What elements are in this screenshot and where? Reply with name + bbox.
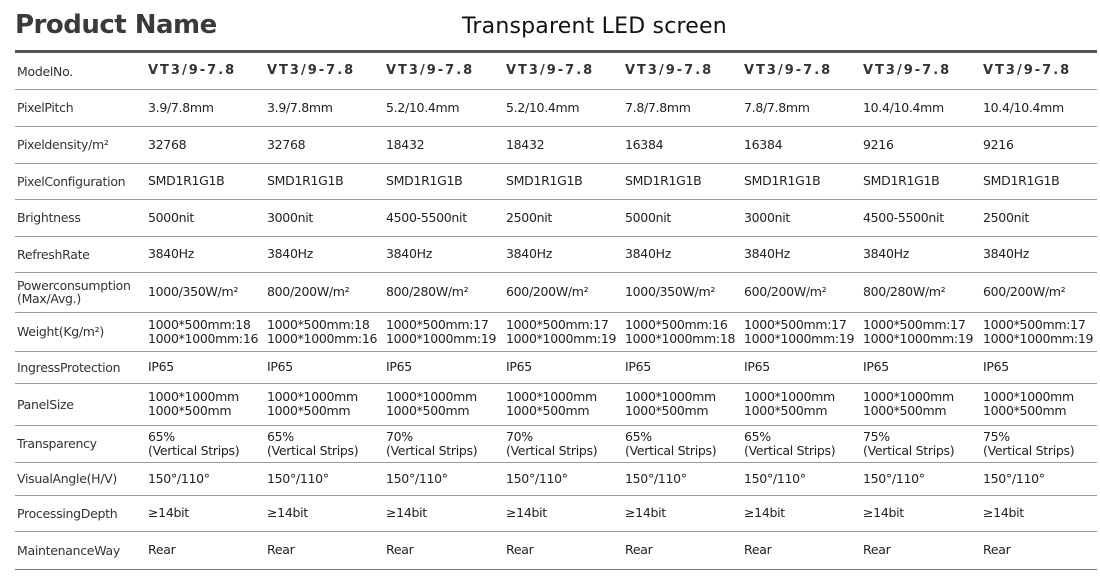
table-cell: 3840Hz bbox=[863, 246, 909, 261]
table-row bbox=[15, 462, 1097, 496]
table-cell: 1000*1000mm 1000*500mm bbox=[625, 389, 716, 418]
table-cell: 1000*1000mm 1000*500mm bbox=[267, 389, 358, 418]
table-cell: Rear bbox=[267, 542, 295, 557]
row-label: RefreshRate bbox=[17, 246, 90, 262]
table-cell: 10.4/10.4mm bbox=[983, 99, 1064, 115]
table-cell: Rear bbox=[983, 542, 1011, 557]
table-cell: 1000*1000mm 1000*500mm bbox=[148, 389, 239, 418]
product-title: Product Name bbox=[15, 10, 217, 40]
table-cell: 70% (Vertical Strips) bbox=[386, 428, 478, 458]
header bbox=[0, 0, 1100, 50]
row-label: ModelNo. bbox=[17, 63, 73, 79]
table-cell: 150°/110° bbox=[267, 470, 329, 486]
bottom-rule bbox=[15, 569, 1097, 570]
table-cell: 3840Hz bbox=[744, 246, 790, 261]
row-label: PixelPitch bbox=[17, 100, 74, 115]
table-cell: Rear bbox=[744, 542, 772, 557]
row-label: MaintenanceWay bbox=[17, 542, 120, 558]
table-cell: 65% (Vertical Strips) bbox=[744, 428, 836, 458]
table-cell: ≥14bit bbox=[506, 505, 547, 520]
row-label: Weight(Kg/m²) bbox=[17, 324, 104, 339]
table-cell: SMD1R1G1B bbox=[148, 173, 225, 188]
table-cell: 150°/110° bbox=[625, 470, 687, 486]
table-cell: SMD1R1G1B bbox=[625, 173, 702, 188]
table-cell: 7.8/7.8mm bbox=[625, 99, 691, 115]
table-row bbox=[15, 89, 1097, 127]
table-cell: 65% (Vertical Strips) bbox=[267, 428, 359, 458]
table-cell: SMD1R1G1B bbox=[863, 173, 940, 188]
table-cell: VT3/9-7.8 bbox=[267, 63, 356, 78]
row-label: ProcessingDepth bbox=[17, 505, 118, 521]
table-cell: 5000nit bbox=[625, 209, 672, 225]
table-cell: VT3/9-7.8 bbox=[386, 63, 475, 78]
table-cell: 5.2/10.4mm bbox=[386, 99, 460, 115]
table-cell: 9216 bbox=[983, 136, 1014, 152]
table-cell: 600/200W/m² bbox=[983, 284, 1066, 299]
table-cell: 3000nit bbox=[267, 209, 314, 225]
table-cell: 150°/110° bbox=[386, 470, 448, 486]
row-label: PixelConfiguration bbox=[17, 173, 126, 189]
table-cell: 2500nit bbox=[983, 209, 1030, 225]
table-cell: SMD1R1G1B bbox=[744, 173, 821, 188]
table-cell: 1000*1000mm 1000*500mm bbox=[983, 389, 1074, 418]
table-cell: Rear bbox=[386, 542, 414, 557]
table-cell: 1000/350W/m² bbox=[148, 284, 239, 299]
table-cell: SMD1R1G1B bbox=[267, 173, 344, 188]
table-cell: 3840Hz bbox=[506, 246, 552, 261]
table-cell: IP65 bbox=[267, 359, 293, 374]
table-cell: 75% (Vertical Strips) bbox=[863, 428, 955, 458]
table-row bbox=[15, 126, 1097, 164]
table-cell: 150°/110° bbox=[506, 470, 568, 486]
table-cell: Rear bbox=[506, 542, 534, 557]
table-cell: 16384 bbox=[744, 136, 783, 152]
table-row bbox=[15, 272, 1097, 313]
table-cell: 16384 bbox=[625, 136, 664, 152]
table-cell: 65% (Vertical Strips) bbox=[148, 428, 240, 458]
table-cell: 5000nit bbox=[148, 209, 195, 225]
table-cell: 3840Hz bbox=[625, 246, 671, 261]
table-cell: 5.2/10.4mm bbox=[506, 99, 580, 115]
table-cell: 600/200W/m² bbox=[744, 284, 827, 299]
table-cell: ≥14bit bbox=[386, 505, 427, 520]
table-cell: 3840Hz bbox=[267, 246, 313, 261]
table-cell: ≥14bit bbox=[983, 505, 1024, 520]
table-cell: 3000nit bbox=[744, 209, 791, 225]
table-cell: ≥14bit bbox=[148, 505, 189, 520]
table-cell: IP65 bbox=[863, 359, 889, 374]
table-cell: 32768 bbox=[267, 136, 306, 152]
table-row bbox=[15, 425, 1097, 463]
table-cell: 3840Hz bbox=[386, 246, 432, 261]
table-cell: 1000*500mm:17 1000*1000mm:19 bbox=[386, 316, 497, 346]
table-row bbox=[15, 199, 1097, 237]
table-cell: 1000*1000mm 1000*500mm bbox=[863, 389, 954, 418]
row-label: VisualAngle(H/V) bbox=[17, 471, 118, 486]
row-label: IngressProtection bbox=[17, 359, 121, 375]
table-cell: 800/200W/m² bbox=[267, 284, 350, 299]
table-row bbox=[15, 236, 1097, 273]
table-cell: 1000*500mm:17 1000*1000mm:19 bbox=[744, 316, 855, 346]
table-cell: IP65 bbox=[386, 359, 412, 374]
table-cell: 70% (Vertical Strips) bbox=[506, 428, 598, 458]
table-cell: 1000*500mm:17 1000*1000mm:19 bbox=[863, 316, 974, 346]
table-cell: 1000*1000mm 1000*500mm bbox=[744, 389, 835, 418]
table-cell: 2500nit bbox=[506, 209, 553, 225]
table-cell: 4500-5500nit bbox=[386, 209, 467, 225]
table-cell: 75% (Vertical Strips) bbox=[983, 428, 1075, 458]
table-cell: ≥14bit bbox=[744, 505, 785, 520]
table-cell: IP65 bbox=[983, 359, 1009, 374]
table-cell: SMD1R1G1B bbox=[983, 173, 1060, 188]
table-cell: IP65 bbox=[148, 359, 174, 374]
table-cell: 800/280W/m² bbox=[386, 284, 469, 299]
table-cell: VT3/9-7.8 bbox=[148, 63, 237, 78]
row-label: Pixeldensity/m² bbox=[17, 137, 109, 152]
table-row bbox=[15, 312, 1097, 352]
table-cell: 18432 bbox=[386, 136, 425, 152]
table-cell: 32768 bbox=[148, 136, 187, 152]
table-cell: 1000*1000mm 1000*500mm bbox=[506, 389, 597, 418]
table-row bbox=[15, 53, 1097, 90]
table-cell: IP65 bbox=[625, 359, 651, 374]
table-cell: 18432 bbox=[506, 136, 545, 152]
table-cell: VT3/9-7.8 bbox=[744, 63, 833, 78]
table-cell: 150°/110° bbox=[983, 470, 1045, 486]
table-cell: 1000/350W/m² bbox=[625, 284, 716, 299]
table-cell: VT3/9-7.8 bbox=[983, 63, 1072, 78]
row-label: Brightness bbox=[17, 210, 81, 225]
table-cell: 3.9/7.8mm bbox=[148, 99, 214, 115]
table-cell: ≥14bit bbox=[625, 505, 666, 520]
table-cell: Rear bbox=[625, 542, 653, 557]
table-cell: 1000*500mm:17 1000*1000mm:19 bbox=[983, 316, 1094, 346]
table-cell: IP65 bbox=[744, 359, 770, 374]
table-row bbox=[15, 495, 1097, 532]
table-cell: 600/200W/m² bbox=[506, 284, 589, 299]
table-cell: 1000*1000mm 1000*500mm bbox=[386, 389, 477, 418]
table-cell: Rear bbox=[863, 542, 891, 557]
table-cell: 4500-5500nit bbox=[863, 209, 944, 225]
table-cell: 1000*500mm:16 1000*1000mm:18 bbox=[625, 316, 736, 346]
table-cell: Rear bbox=[148, 542, 176, 557]
table-cell: 1000*500mm:18 1000*1000mm:16 bbox=[148, 316, 259, 346]
table-cell: SMD1R1G1B bbox=[386, 173, 463, 188]
table-cell: VT3/9-7.8 bbox=[506, 63, 595, 78]
table-cell: ≥14bit bbox=[267, 505, 308, 520]
table-row bbox=[15, 351, 1097, 384]
screen-title: Transparent LED screen bbox=[462, 14, 727, 39]
table-cell: ≥14bit bbox=[863, 505, 904, 520]
table-cell: 1000*500mm:17 1000*1000mm:19 bbox=[506, 316, 617, 346]
table-cell: 3840Hz bbox=[983, 246, 1029, 261]
table-row bbox=[15, 163, 1097, 200]
table-cell: 150°/110° bbox=[863, 470, 925, 486]
table-cell: 9216 bbox=[863, 136, 894, 152]
table-cell: IP65 bbox=[506, 359, 532, 374]
table-cell: 3.9/7.8mm bbox=[267, 99, 333, 115]
table-row bbox=[15, 383, 1097, 426]
row-label: Powerconsumption (Max/Avg.) bbox=[17, 278, 131, 306]
table-cell: 800/280W/m² bbox=[863, 284, 946, 299]
row-label: PanelSize bbox=[17, 396, 74, 412]
table-cell: 1000*500mm:18 1000*1000mm:16 bbox=[267, 316, 378, 346]
table-cell: VT3/9-7.8 bbox=[625, 63, 714, 78]
table-cell: 3840Hz bbox=[148, 246, 194, 261]
row-label: Transparency bbox=[17, 436, 97, 451]
table-cell: 150°/110° bbox=[148, 470, 210, 486]
table-cell: 7.8/7.8mm bbox=[744, 99, 810, 115]
table-cell: VT3/9-7.8 bbox=[863, 63, 952, 78]
table-cell: 150°/110° bbox=[744, 470, 806, 486]
table-row bbox=[15, 531, 1097, 569]
table-cell: 65% (Vertical Strips) bbox=[625, 428, 717, 458]
table-cell: 10.4/10.4mm bbox=[863, 99, 944, 115]
table-cell: SMD1R1G1B bbox=[506, 173, 583, 188]
spec-table bbox=[15, 53, 1097, 569]
